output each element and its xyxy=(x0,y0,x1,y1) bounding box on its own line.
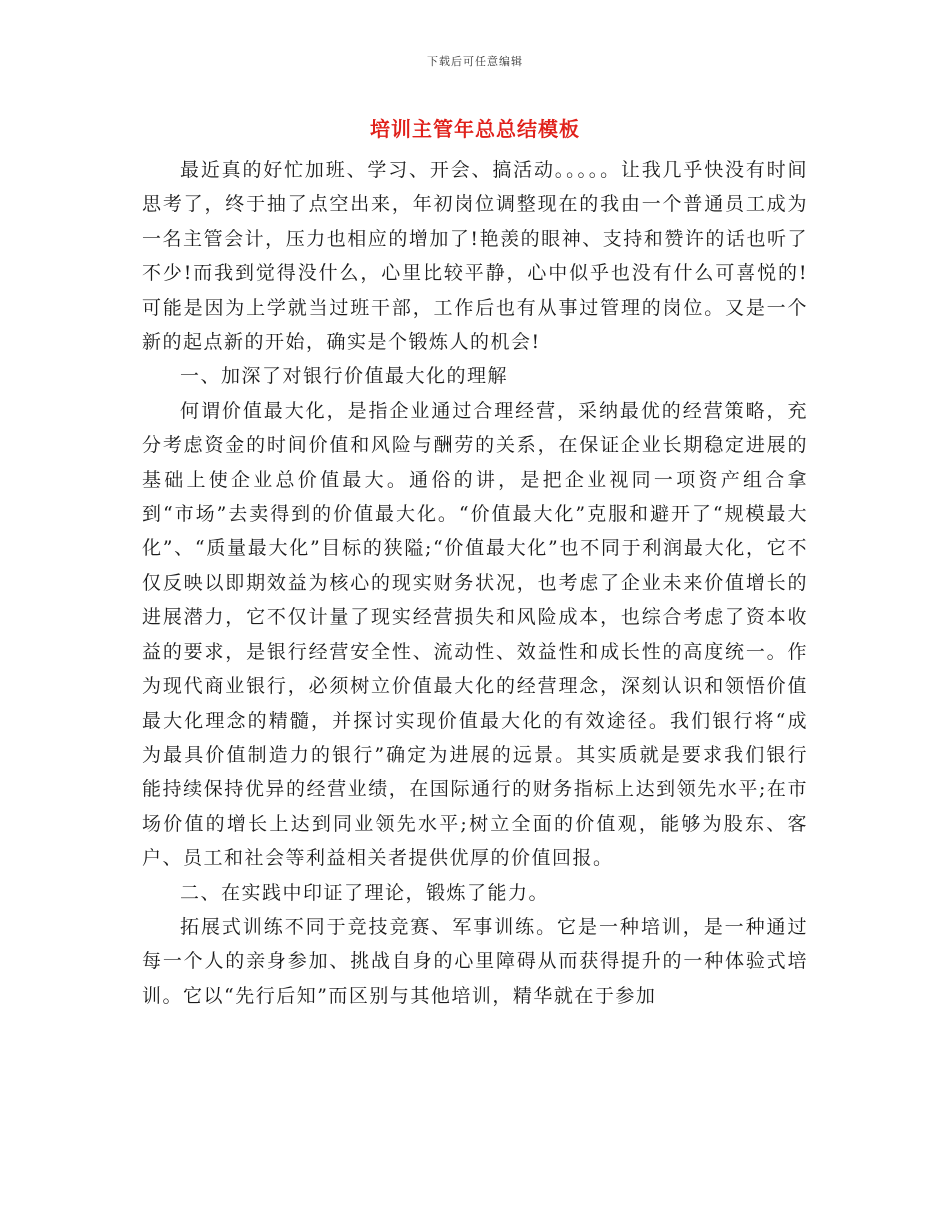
section-heading-2: 二、在实践中印证了理论，锻炼了能力。 xyxy=(180,881,550,904)
header-note: 下载后可任意编辑 xyxy=(427,55,523,68)
section-heading-1: 一、加深了对银行价值最大化的理解 xyxy=(180,365,509,388)
paragraph-value-maximization: 何谓价值最大化，是指企业通过合理经营，采纳最优的经营策略，充分考虑资金的时间价值和风险与酬劳的关系，在保证企业长期稳定进展的基础上使企业总价值最大。通俗的讲，是把企业视同一项资产组合拿到“市场”去卖得到的价值最大化。“价值最大化”克服和避开了“规模最大化”、“质量最大化”目标的狭隘;“价值最大化”也不同于利润最大化，它不仅反映以即期效益为核心的现实财务状况，也考虑了企业未来价值增长的进展潜力，它不仅计量了现实经营损失和风险成本，也综合考虑了资本收益的要求，是银行经营安全性、流动性、效益性和成长性的高度统一。作为现代商业银行，必须树立价值最大化的经营理念，深刻认识和领悟价值最大化理念的精髓，并探讨实现价值最大化的有效途径。我们银行将“成为最具价值制造力的银行”确定为进展的远景。其实质就是要求我们银行能持续保持优异的经营业绩，在国际通行的财务指标上达到领先水平;在市场价值的增长上达到同业领先水平;树立全面的价值观，能够为股东、客户、员工和社会等利益相关者提供优厚的价值回报。 xyxy=(142,399,808,870)
document-body xyxy=(142,153,808,1013)
paragraph-outward-training: 拓展式训练不同于竞技竞赛、军事训练。它是一种培训，是一种通过每一个人的亲身参加、挑战自身的心里障碍从而获得提升的一种体验式培训。它以“先行后知”而区别与其他培训，精华就在于参加 xyxy=(142,915,808,1007)
document-title: 培训主管年总总结模板 xyxy=(370,117,580,141)
paragraph-intro: 最近真的好忙加班、学习、开会、搞活动。。。。。让我几乎快没有时间思考了，终于抽了点空出来，年初岗位调整现在的我由一个普通员工成为一名主管会计，压力也相应的增加了!艳羡的眼神、支持和赞许的话也听了不少!而我到觉得没什么，心里比较平静，心中似乎也没有什么可喜悦的!可能是因为上学就当过班干部，工作后也有从事过管理的岗位。又是一个新的起点新的开始，确实是个锻炼人的机会! xyxy=(142,159,808,354)
